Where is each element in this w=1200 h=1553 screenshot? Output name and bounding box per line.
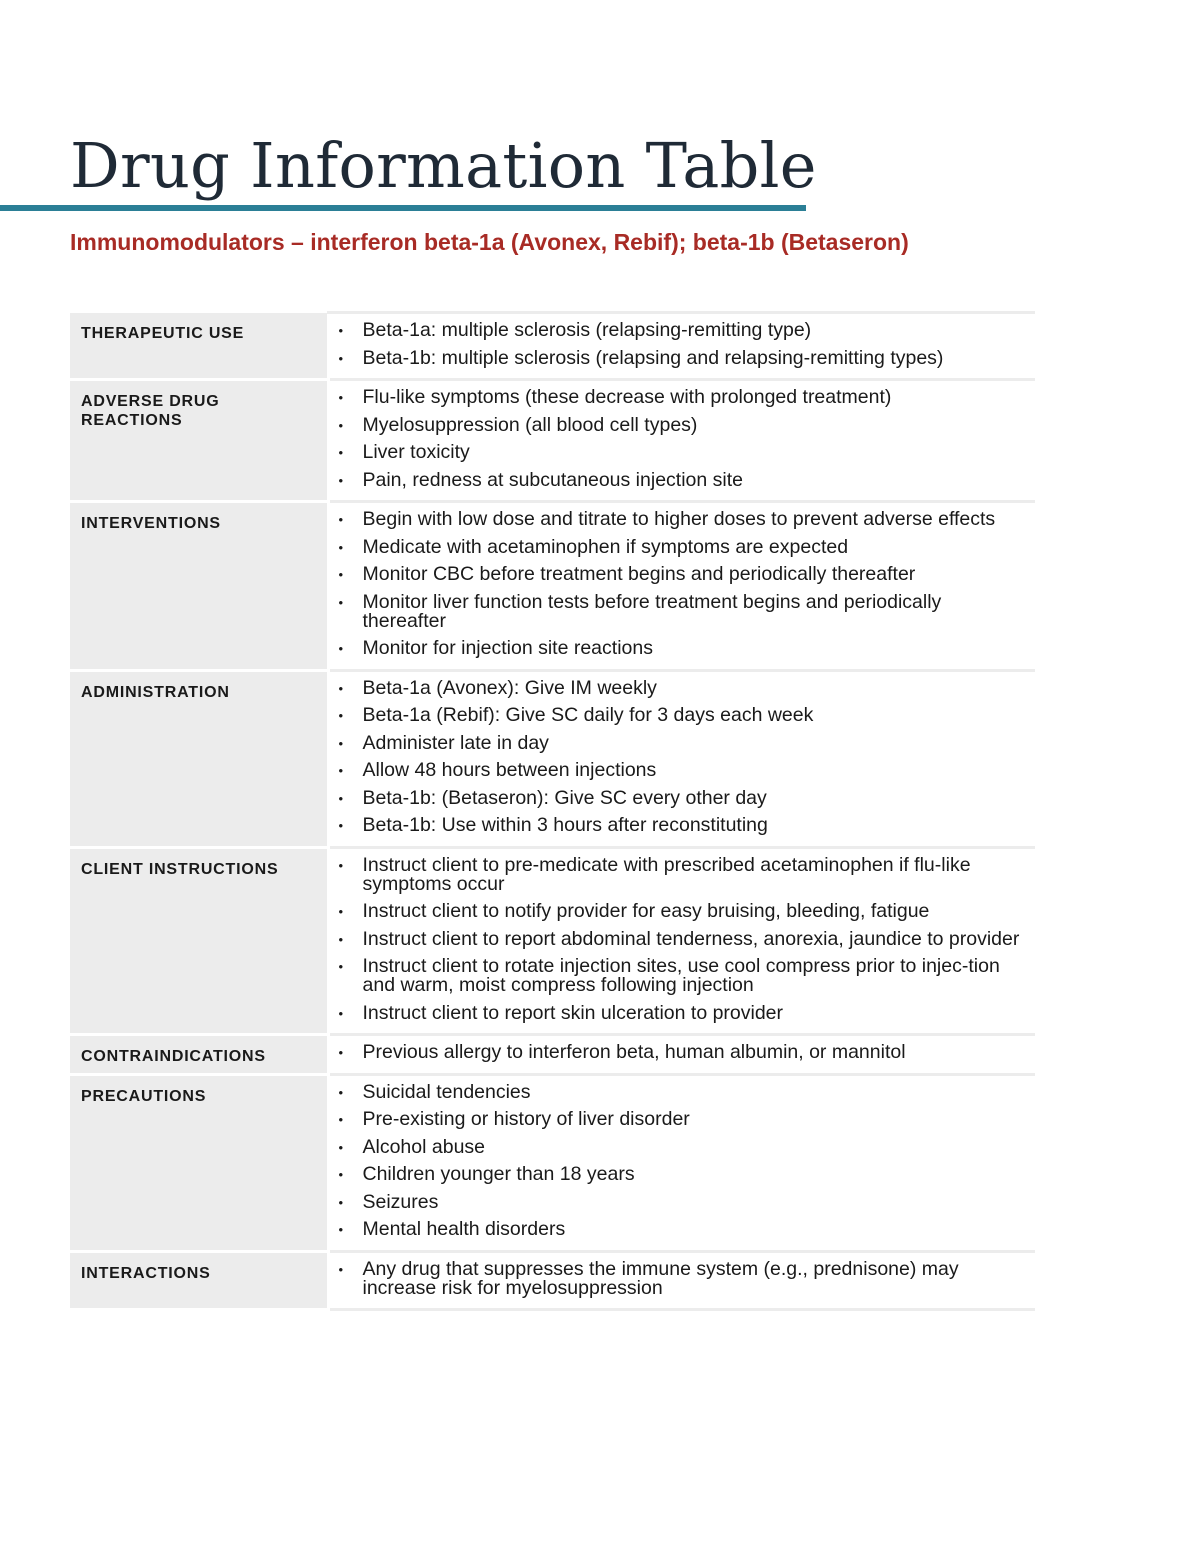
list-item: • Monitor for injection site reactions [338, 639, 1026, 658]
list-item: • Beta-1b: (Betaseron): Give SC every other day [338, 789, 1026, 808]
row-content [328, 1035, 1035, 1075]
row-label: CLIENT INSTRUCTIONS [70, 847, 328, 1035]
list-item: • Monitor liver function tests before treatment begins and periodically thereafter [338, 593, 1026, 631]
bullet-list [338, 1080, 1026, 1240]
table-row [70, 380, 1035, 502]
table-row [70, 502, 1035, 671]
row-content [328, 847, 1035, 1035]
list-item: • Any drug that suppresses the immune system (e.g., prednisone) may increase risk for myelosuppression [338, 1260, 1026, 1298]
bullet-list [338, 510, 1026, 658]
row-content [328, 380, 1035, 502]
table-row [70, 1251, 1035, 1310]
bullet-list [338, 1257, 1026, 1299]
bullet-list [338, 388, 1026, 490]
page-title: Drug Information Table [70, 129, 817, 202]
row-content [328, 313, 1035, 380]
table-row [70, 1074, 1035, 1251]
drug-information-table [70, 311, 1035, 1311]
list-item: • Seizures [338, 1193, 1026, 1212]
row-label: INTERVENTIONS [70, 502, 328, 671]
list-item: • Suicidal tendencies [338, 1083, 1026, 1102]
row-label: CONTRAINDICATIONS [70, 1035, 328, 1075]
list-item: • Instruct client to notify provider for easy bruising, bleeding, fatigue [338, 902, 1026, 921]
table-body [70, 313, 1035, 1310]
bullet-list [338, 321, 1026, 368]
list-item: • Children younger than 18 years [338, 1165, 1026, 1184]
list-item: • Instruct client to report skin ulceration to provider [338, 1004, 1026, 1023]
bullet-list [338, 1043, 1026, 1062]
row-label: ADMINISTRATION [70, 670, 328, 847]
row-label: INTERACTIONS [70, 1251, 328, 1310]
row-label: THERAPEUTIC USE [70, 313, 328, 380]
list-item: • Instruct client to pre-medicate with prescribed acetaminophen if flu-like symptoms occur [338, 856, 1026, 894]
list-item: • Liver toxicity [338, 443, 1026, 462]
list-item: • Monitor CBC before treatment begins and periodically thereafter [338, 565, 1026, 584]
list-item: • Instruct client to report abdominal tenderness, anorexia, jaundice to provider [338, 930, 1026, 949]
list-item: • Alcohol abuse [338, 1138, 1026, 1157]
list-item: • Begin with low dose and titrate to higher doses to prevent adverse effects [338, 510, 1026, 529]
list-item: • Medicate with acetaminophen if symptoms are expected [338, 538, 1026, 557]
list-item: • Allow 48 hours between injections [338, 761, 1026, 780]
table-row [70, 670, 1035, 847]
list-item: • Beta-1b: multiple sclerosis (relapsing and relapsing-remitting types) [338, 349, 1026, 368]
list-item: • Flu-like symptoms (these decrease with prolonged treatment) [338, 388, 1026, 407]
row-content [328, 670, 1035, 847]
list-item: • Beta-1a (Avonex): Give IM weekly [338, 679, 1026, 698]
bullet-list [338, 676, 1026, 836]
row-label: PRECAUTIONS [70, 1074, 328, 1251]
list-item: • Beta-1a (Rebif): Give SC daily for 3 days each week [338, 706, 1026, 725]
table-row [70, 847, 1035, 1035]
list-item: • Beta-1b: Use within 3 hours after reconstituting [338, 816, 1026, 835]
list-item: • Previous allergy to interferon beta, human albumin, or mannitol [338, 1043, 1026, 1062]
table-row [70, 313, 1035, 380]
drug-class-subtitle: Immunomodulators – interferon beta-1a (Avonex, Rebif); beta-1b (Betaseron) [70, 229, 909, 255]
list-item: • Pain, redness at subcutaneous injection site [338, 471, 1026, 490]
row-content [328, 1251, 1035, 1310]
row-content [328, 1074, 1035, 1251]
list-item: • Myelosuppression (all blood cell types) [338, 416, 1026, 435]
row-content [328, 502, 1035, 671]
list-item: • Administer late in day [338, 734, 1026, 753]
list-item: • Instruct client to rotate injection sites, use cool compress prior to injec-tion and warm, moist compress following injection [338, 957, 1026, 995]
bullet-list [338, 853, 1026, 1024]
list-item: • Pre-existing or history of liver disorder [338, 1110, 1026, 1129]
list-item: • Mental health disorders [338, 1220, 1026, 1239]
title-underline [0, 205, 806, 211]
list-item: • Beta-1a: multiple sclerosis (relapsing-remitting type) [338, 321, 1026, 340]
table-row [70, 1035, 1035, 1075]
row-label: ADVERSE DRUG REACTIONS [70, 380, 328, 502]
